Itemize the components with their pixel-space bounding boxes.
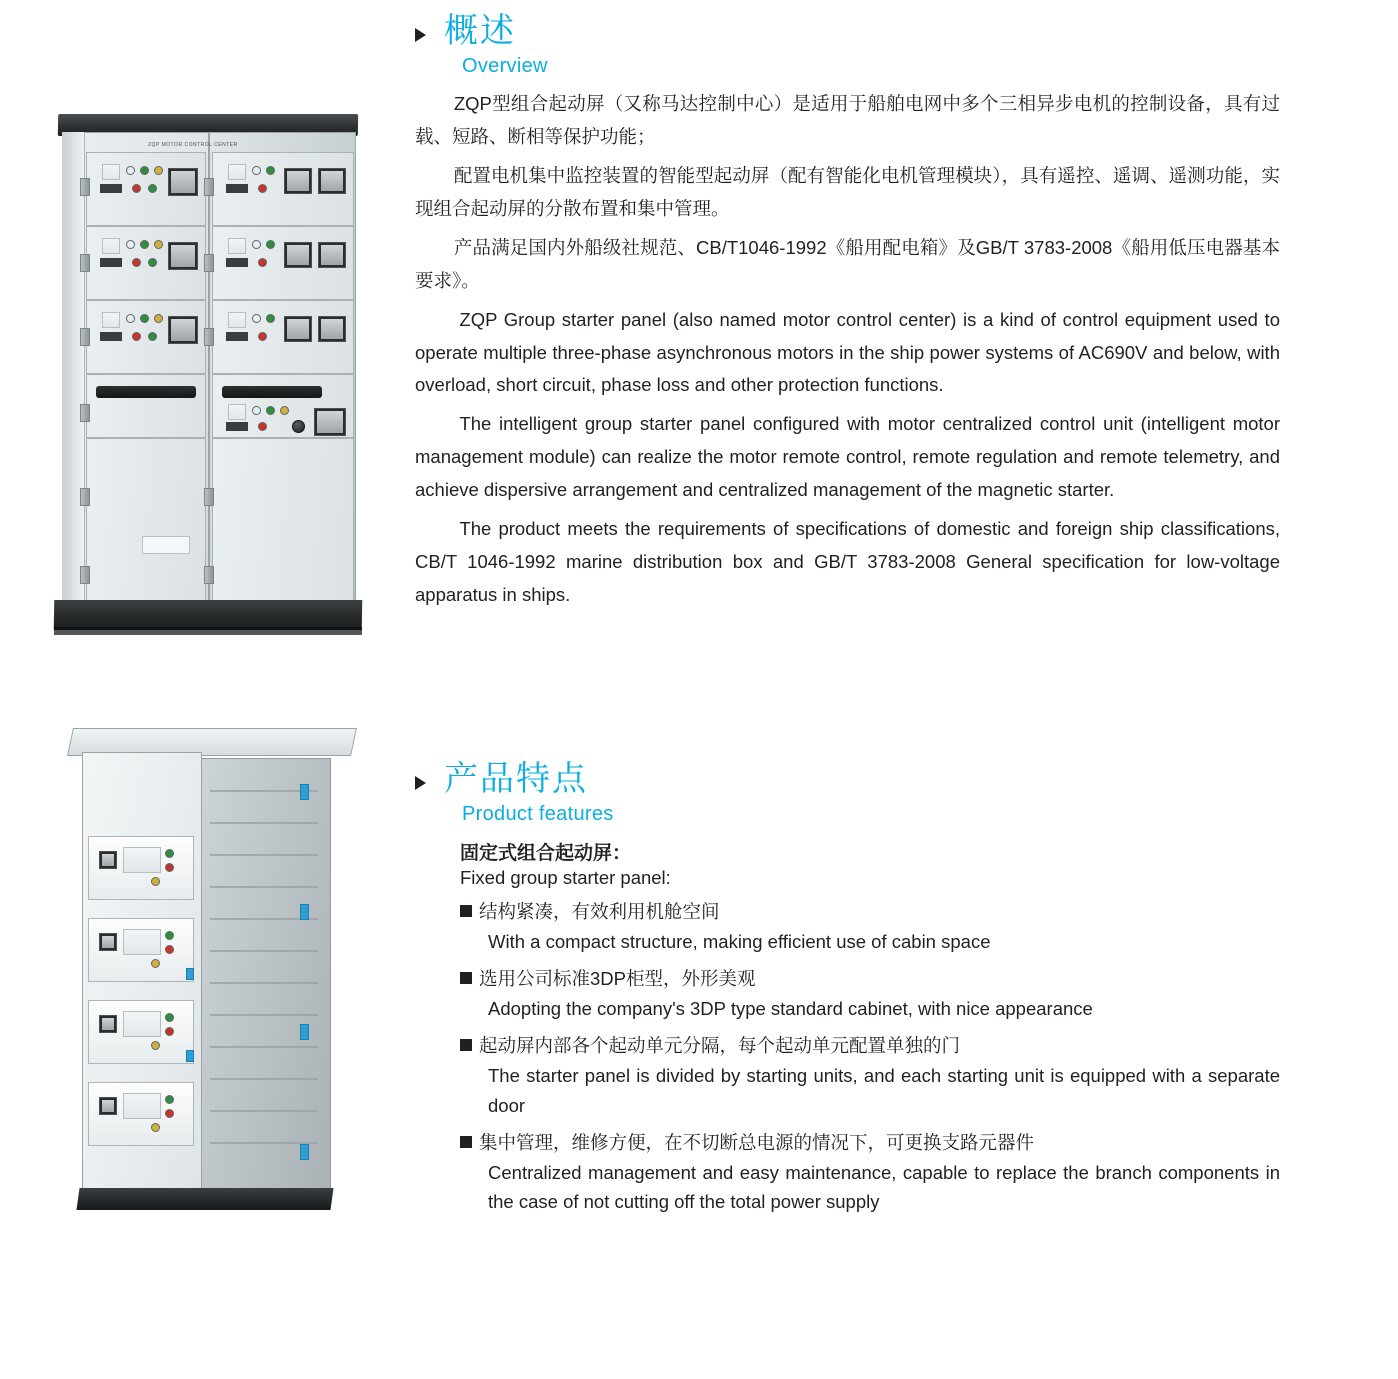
feature-item-en: Adopting the company's 3DP type standard cabinet, with nice appearance (488, 997, 1093, 1019)
features-body (460, 838, 1280, 1217)
door-latch (300, 1144, 309, 1160)
indicator-lamp (151, 959, 160, 968)
indicator-lamp (151, 877, 160, 886)
indicator-lamp (252, 314, 261, 323)
feature-item-cn: 选用公司标准3DP柜型，外形美观 (479, 968, 756, 990)
control-switch (99, 1097, 117, 1115)
cabinet-door (86, 438, 206, 602)
indicator-lamp (154, 166, 163, 175)
features-title-en: Product features (462, 803, 614, 826)
indicator-lamp (266, 240, 275, 249)
zqp-group-starter-panel-angled-photo (60, 718, 370, 1248)
overview-heading (415, 12, 1280, 51)
indicator-lamp (140, 314, 149, 323)
feature-item-en: With a compact structure, making efficient use of cabin space (488, 930, 991, 952)
indicator-lamp (165, 1027, 174, 1036)
control-cutout (123, 929, 161, 955)
indicator-lamp (154, 240, 163, 249)
overview-body (415, 88, 1280, 612)
indicator-lamp (165, 849, 174, 858)
door-hinge (80, 254, 90, 272)
overview-paragraph-en-1: ZQP Group starter panel (also named motor control center) is a kind of control equipment used to operate multiple three-phase asynchronous motors in the ship power systems of AC690V and below, with overload, short circuit, phase loss and other protection functions. (415, 308, 1280, 396)
cabinet-plinth (54, 600, 363, 630)
label-strip (226, 332, 248, 341)
door-latch (300, 1024, 309, 1040)
indicator-lamp (252, 406, 261, 415)
door-latch (186, 1050, 194, 1062)
indicator-lamp (148, 332, 157, 341)
cabinet-door (212, 438, 354, 602)
control-switch (99, 933, 117, 951)
overview-paragraph-en-3: The product meets the requirements of specifications of domestic and foreign ship classifications, CB/T 1046-1992 marine distribution box and GB/T 3783-2008 General specification for low-voltage apparatus in ships. (415, 518, 1280, 605)
feature-item (460, 1128, 1280, 1158)
starter-unit (88, 918, 194, 982)
overview-paragraph-cn-1: ZQP型组合起动屏（又称马达控制中心）是适用于船舶电网中多个三相异步电机的控制设备，具有过载、短路、断相等保护功能； (415, 93, 1280, 148)
starter-unit (88, 1000, 194, 1064)
indicator-lamp (140, 240, 149, 249)
ammeter (314, 408, 346, 436)
indicator-lamp (126, 166, 135, 175)
control-cutout (228, 404, 246, 420)
control-switch (99, 1015, 117, 1033)
overview-paragraph-cn-3: 产品满足国内外船级社规范、CB/T1046-1992《船用配电箱》及GB/T 3783-2008《船用低压电器基本要求》。 (415, 236, 1280, 291)
triangle-bullet-icon (415, 776, 426, 790)
indicator-lamp (148, 258, 157, 267)
feature-item-en: Centralized management and easy maintenance, capable to replace the branch components in the case of not cutting off the total power supply (488, 1161, 1280, 1213)
control-cutout (228, 238, 246, 254)
door-hinge (80, 404, 90, 422)
feature-item-en: The starter panel is divided by starting units, and each starting unit is equipped with a separate door (488, 1065, 1280, 1116)
side-rib (210, 1110, 318, 1112)
cabinet-plinth (76, 1188, 333, 1210)
selector-knob (292, 420, 305, 433)
control-cutout (123, 1093, 161, 1119)
zqp-group-starter-panel-front-photo (40, 108, 370, 643)
indicator-lamp (165, 945, 174, 954)
cabinet-center-divider (208, 132, 210, 602)
indicator-lamp (266, 314, 275, 323)
side-rib (210, 1014, 318, 1016)
cabinet-shadow (54, 627, 362, 635)
indicator-lamp (266, 406, 275, 415)
side-rib (210, 854, 318, 856)
control-cutout (123, 847, 161, 873)
overview-paragraph-en-2: The intelligent group starter panel configured with motor centralized control unit (intelligent motor management module) can realize the motor remote control, remote regulation and remote telemetry, and achieve dispersive arrangement and centralized management of the magnetic starter. (415, 413, 1280, 501)
indicator-lamp (165, 1095, 174, 1104)
door-hinge (204, 328, 214, 346)
indicator-lamp (126, 314, 135, 323)
ammeter (284, 316, 312, 342)
door-hinge (204, 254, 214, 272)
label-strip (226, 422, 248, 431)
control-cutout (102, 312, 120, 328)
side-rib (210, 1046, 318, 1048)
cabinet-door (86, 374, 206, 438)
indicator-lamp (151, 1123, 160, 1132)
features-title-cn: 产品特点 (444, 760, 588, 798)
ammeter (168, 242, 198, 270)
indicator-lamp (148, 184, 157, 193)
starter-unit (88, 1082, 194, 1146)
door-hinge (80, 566, 90, 584)
side-rib (210, 822, 318, 824)
overview-title-cn: 概述 (444, 12, 516, 50)
cabinet-nameplate-text: ZQP MOTOR CONTROL CENTER (148, 142, 238, 148)
indicator-lamp (154, 314, 163, 323)
control-switch (99, 851, 117, 869)
indicator-lamp (165, 863, 174, 872)
door-hinge (80, 488, 90, 506)
indicator-lamp (252, 240, 261, 249)
starter-unit (88, 836, 194, 900)
overview-section (415, 12, 1280, 612)
indicator-lamp (258, 332, 267, 341)
ammeter (284, 168, 312, 194)
features-heading (415, 760, 1280, 799)
feature-item (460, 897, 1280, 927)
door-latch (300, 904, 309, 920)
indicator-lamp (140, 166, 149, 175)
label-strip (226, 258, 248, 267)
ammeter (318, 242, 346, 268)
control-cutout (102, 238, 120, 254)
indicator-lamp (132, 332, 141, 341)
door-hinge (80, 178, 90, 196)
feature-item (460, 1031, 1280, 1061)
features-subtitle-cn: 固定式组合起动屏： (460, 843, 632, 865)
feature-item-cn: 结构紧凑，有效利用机舱空间 (479, 901, 720, 923)
side-rib (210, 950, 318, 952)
side-rib (210, 982, 318, 984)
door-handle-bar (222, 386, 322, 398)
label-strip (100, 258, 122, 267)
indicator-lamp (132, 258, 141, 267)
indicator-lamp (126, 240, 135, 249)
indicator-lamp (280, 406, 289, 415)
indicator-lamp (151, 1041, 160, 1050)
indicator-lamp (165, 1109, 174, 1118)
feature-item-cn: 集中管理，维修方便，在不切断总电源的情况下，可更换支路元器件 (479, 1132, 1035, 1154)
label-strip (100, 332, 122, 341)
cabinet-left-edge (62, 132, 85, 602)
door-latch (186, 968, 194, 980)
ammeter (284, 242, 312, 268)
control-cutout (228, 312, 246, 328)
ammeter (168, 168, 198, 196)
control-cutout (228, 164, 246, 180)
door-hinge (204, 488, 214, 506)
feature-item-cn: 起动屏内部各个起动单元分隔，每个起动单元配置单独的门 (479, 1035, 961, 1057)
ammeter (318, 316, 346, 342)
ammeter (168, 316, 198, 344)
nameplate-tag (142, 536, 190, 554)
control-cutout (102, 164, 120, 180)
door-hinge (80, 328, 90, 346)
content-column (415, 0, 1280, 1379)
indicator-lamp (132, 184, 141, 193)
indicator-lamp (258, 422, 267, 431)
feature-item (460, 964, 1280, 994)
indicator-lamp (165, 1013, 174, 1022)
ammeter (318, 168, 346, 194)
triangle-bullet-icon (415, 28, 426, 42)
indicator-lamp (165, 931, 174, 940)
overview-title-en: Overview (462, 55, 548, 78)
control-cutout (123, 1011, 161, 1037)
features-subtitle-en: Fixed group starter panel: (460, 867, 671, 889)
door-handle-bar (96, 386, 196, 398)
door-latch (300, 784, 309, 800)
indicator-lamp (252, 166, 261, 175)
square-bullet-icon (460, 905, 472, 917)
side-rib (210, 1078, 318, 1080)
label-strip (100, 184, 122, 193)
door-hinge (204, 566, 214, 584)
image-column (0, 0, 400, 1379)
features-section (415, 760, 1280, 1217)
label-strip (226, 184, 248, 193)
square-bullet-icon (460, 1136, 472, 1148)
indicator-lamp (258, 184, 267, 193)
door-hinge (204, 178, 214, 196)
indicator-lamp (258, 258, 267, 267)
square-bullet-icon (460, 972, 472, 984)
overview-paragraph-cn-2: 配置电机集中监控装置的智能型起动屏（配有智能化电机管理模块），具有遥控、遥调、遥测功能，实现组合起动屏的分散布置和集中管理。 (415, 164, 1280, 219)
indicator-lamp (266, 166, 275, 175)
side-rib (210, 886, 318, 888)
square-bullet-icon (460, 1039, 472, 1051)
